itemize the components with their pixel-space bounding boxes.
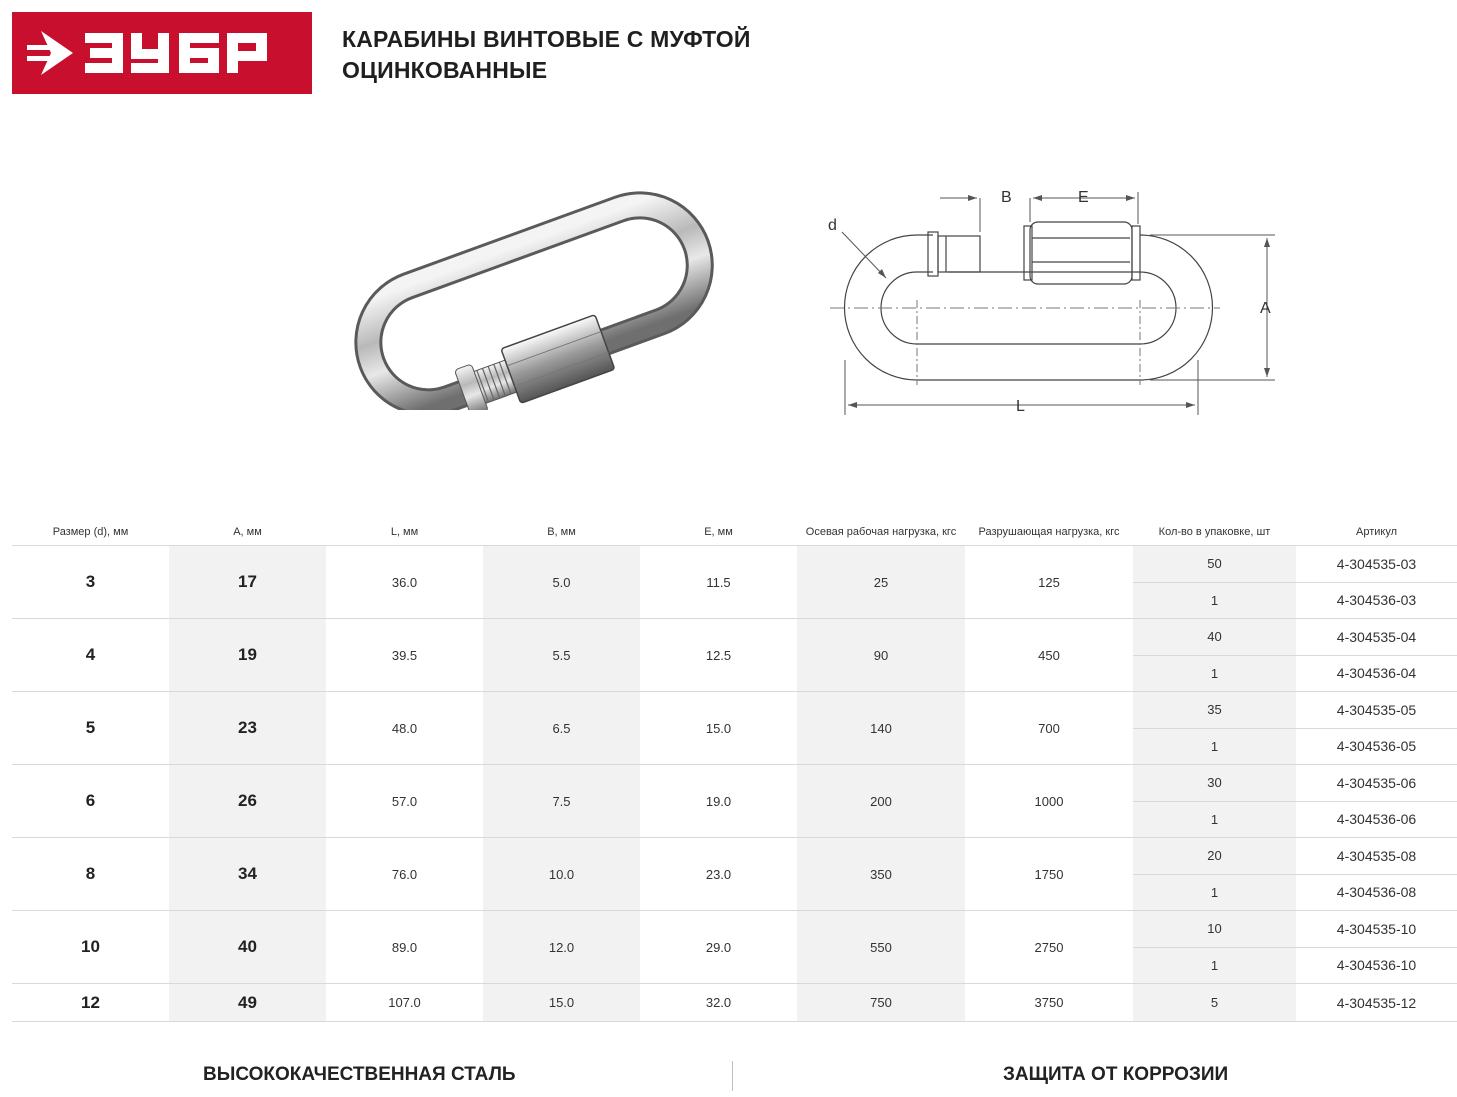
dimension-drawing [820, 180, 1280, 430]
header-l: L, мм [326, 518, 483, 546]
zubr-logo-icon [27, 25, 297, 81]
cell-article: 4-304536-05 [1296, 728, 1457, 765]
cell-breaking-load: 2750 [965, 911, 1133, 984]
cell-article: 4-304535-12 [1296, 984, 1457, 1022]
cell-axial-load: 140 [797, 692, 965, 765]
cell-a: 34 [169, 838, 326, 911]
feature-corrosion: ЗАЩИТА ОТ КОРРОЗИИ [1003, 1064, 1229, 1085]
cell-a: 26 [169, 765, 326, 838]
cell-axial-load: 90 [797, 619, 965, 692]
cell-article: 4-304535-08 [1296, 838, 1457, 875]
header-a: A, мм [169, 518, 326, 546]
cell-article: 4-304535-06 [1296, 765, 1457, 802]
cell-e: 23.0 [640, 838, 797, 911]
cell-e: 32.0 [640, 984, 797, 1022]
cell-l: 48.0 [326, 692, 483, 765]
cell-pack-qty: 1 [1133, 655, 1296, 692]
table-header-row [12, 518, 1457, 546]
cell-pack-qty: 1 [1133, 582, 1296, 619]
cell-pack-qty: 30 [1133, 765, 1296, 802]
cell-article: 4-304536-08 [1296, 874, 1457, 911]
cell-size: 10 [12, 911, 169, 984]
cell-e: 12.5 [640, 619, 797, 692]
cell-b: 12.0 [483, 911, 640, 984]
cell-size: 5 [12, 692, 169, 765]
cell-l: 89.0 [326, 911, 483, 984]
cell-size: 6 [12, 765, 169, 838]
spec-table-body [12, 546, 1457, 1022]
header-pack-qty: Кол-во в упаковке, шт [1133, 518, 1296, 546]
cell-article: 4-304535-03 [1296, 546, 1457, 583]
carabiner-photo [330, 190, 730, 410]
cell-pack-qty: 20 [1133, 838, 1296, 875]
cell-axial-load: 25 [797, 546, 965, 619]
cell-l: 76.0 [326, 838, 483, 911]
cell-pack-qty: 1 [1133, 728, 1296, 765]
cell-axial-load: 550 [797, 911, 965, 984]
cell-pack-qty: 40 [1133, 619, 1296, 656]
cell-breaking-load: 125 [965, 546, 1133, 619]
cell-e: 11.5 [640, 546, 797, 619]
cell-breaking-load: 1750 [965, 838, 1133, 911]
cell-a: 49 [169, 984, 326, 1022]
cell-pack-qty: 10 [1133, 911, 1296, 948]
cell-b: 7.5 [483, 765, 640, 838]
cell-pack-qty: 1 [1133, 801, 1296, 838]
feature-steel: ВЫСОКОКАЧЕСТВЕННАЯ СТАЛЬ [203, 1064, 516, 1085]
cell-e: 29.0 [640, 911, 797, 984]
cell-size: 8 [12, 838, 169, 911]
title-line-2: ОЦИНКОВАННЫЕ [342, 57, 548, 83]
cell-size: 4 [12, 619, 169, 692]
cell-size: 12 [12, 984, 169, 1022]
cell-b: 5.0 [483, 546, 640, 619]
cell-a: 23 [169, 692, 326, 765]
table-row [12, 692, 1457, 729]
header-size: Размер (d), мм [12, 518, 169, 546]
cell-b: 15.0 [483, 984, 640, 1022]
cell-e: 15.0 [640, 692, 797, 765]
cell-article: 4-304535-10 [1296, 911, 1457, 948]
cell-breaking-load: 700 [965, 692, 1133, 765]
cell-axial-load: 350 [797, 838, 965, 911]
brand-logo [12, 12, 312, 94]
cell-b: 10.0 [483, 838, 640, 911]
label-d: d [828, 217, 837, 234]
cell-e: 19.0 [640, 765, 797, 838]
cell-breaking-load: 450 [965, 619, 1133, 692]
label-a: A [1260, 300, 1271, 317]
cell-a: 19 [169, 619, 326, 692]
cell-article: 4-304536-04 [1296, 655, 1457, 692]
table-row [12, 984, 1457, 1022]
cell-pack-qty: 5 [1133, 984, 1296, 1022]
cell-axial-load: 750 [797, 984, 965, 1022]
label-l: L [1016, 398, 1025, 415]
cell-article: 4-304535-04 [1296, 619, 1457, 656]
table-row [12, 911, 1457, 948]
spec-table [12, 518, 1457, 1022]
cell-axial-load: 200 [797, 765, 965, 838]
cell-l: 107.0 [326, 984, 483, 1022]
header-e: E, мм [640, 518, 797, 546]
cell-a: 17 [169, 546, 326, 619]
cell-b: 5.5 [483, 619, 640, 692]
cell-pack-qty: 1 [1133, 874, 1296, 911]
cell-article: 4-304536-03 [1296, 582, 1457, 619]
cell-l: 36.0 [326, 546, 483, 619]
table-row [12, 619, 1457, 656]
cell-pack-qty: 50 [1133, 546, 1296, 583]
cell-pack-qty: 1 [1133, 947, 1296, 984]
cell-breaking-load: 1000 [965, 765, 1133, 838]
label-e: E [1078, 189, 1089, 206]
cell-article: 4-304536-10 [1296, 947, 1457, 984]
header-article: Артикул [1296, 518, 1457, 546]
page-title [342, 24, 751, 86]
footer-divider [732, 1061, 733, 1091]
header-axial-load: Осевая рабочая нагрузка, кгс [797, 518, 965, 546]
cell-article: 4-304536-06 [1296, 801, 1457, 838]
title-line-1: КАРАБИНЫ ВИНТОВЫЕ С МУФТОЙ [342, 26, 751, 52]
cell-b: 6.5 [483, 692, 640, 765]
cell-article: 4-304535-05 [1296, 692, 1457, 729]
header-b: B, мм [483, 518, 640, 546]
cell-size: 3 [12, 546, 169, 619]
cell-a: 40 [169, 911, 326, 984]
table-row [12, 838, 1457, 875]
header-breaking-load: Разрушающая нагрузка, кгс [965, 518, 1133, 546]
table-row [12, 546, 1457, 583]
label-b: B [1001, 189, 1012, 206]
cell-l: 39.5 [326, 619, 483, 692]
cell-l: 57.0 [326, 765, 483, 838]
table-row [12, 765, 1457, 802]
cell-pack-qty: 35 [1133, 692, 1296, 729]
cell-breaking-load: 3750 [965, 984, 1133, 1022]
